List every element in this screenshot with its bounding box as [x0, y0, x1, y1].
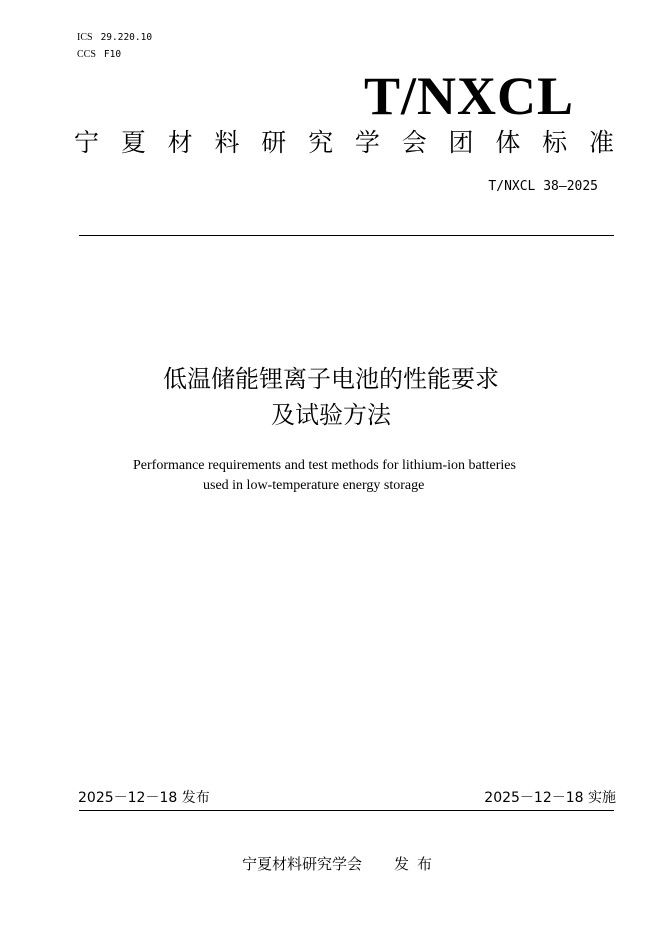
english-title-line-1: Performance requirements and test methods for lithium-ion batteries: [133, 458, 516, 473]
org-char: 料: [214, 128, 240, 157]
org-char: 准: [588, 128, 614, 157]
publisher-line: [242, 854, 440, 874]
footer-divider: [79, 810, 614, 811]
org-char: 材: [167, 128, 193, 157]
standard-brand-logo: T/NXCL: [363, 66, 574, 126]
ics-code: [77, 32, 152, 44]
org-char: 宁: [74, 128, 100, 157]
chinese-title-line-2: 及试验方法: [271, 401, 391, 429]
org-char: 究: [308, 128, 334, 157]
org-char: 团: [448, 128, 474, 157]
implementation-date: 2025－12－18 实施: [484, 790, 616, 806]
org-char: 会: [401, 128, 427, 157]
chinese-title-line-1: 低温储能锂离子电池的性能要求: [163, 365, 499, 393]
org-char: 体: [495, 128, 521, 157]
org-char: 夏: [120, 128, 146, 157]
org-char: 学: [354, 128, 380, 157]
issue-date: 2025－12－18 发布: [78, 790, 210, 806]
english-title-line-2: used in low-temperature energy storage: [203, 478, 425, 493]
ccs-label: CCS: [77, 49, 96, 60]
ics-label: ICS: [77, 32, 93, 43]
ics-value: 29.220.10: [100, 32, 153, 43]
header-divider: [79, 235, 614, 236]
org-char: 研: [261, 128, 287, 157]
organization-standard-title: [74, 125, 614, 161]
publisher-name: 宁夏材料研究学会: [242, 855, 363, 873]
ccs-value: F10: [103, 49, 122, 60]
document-number: T/NXCL 38—2025: [488, 179, 598, 194]
publish-word: 发布: [394, 855, 441, 873]
ccs-code: [77, 49, 121, 61]
org-char: 标: [542, 128, 568, 157]
